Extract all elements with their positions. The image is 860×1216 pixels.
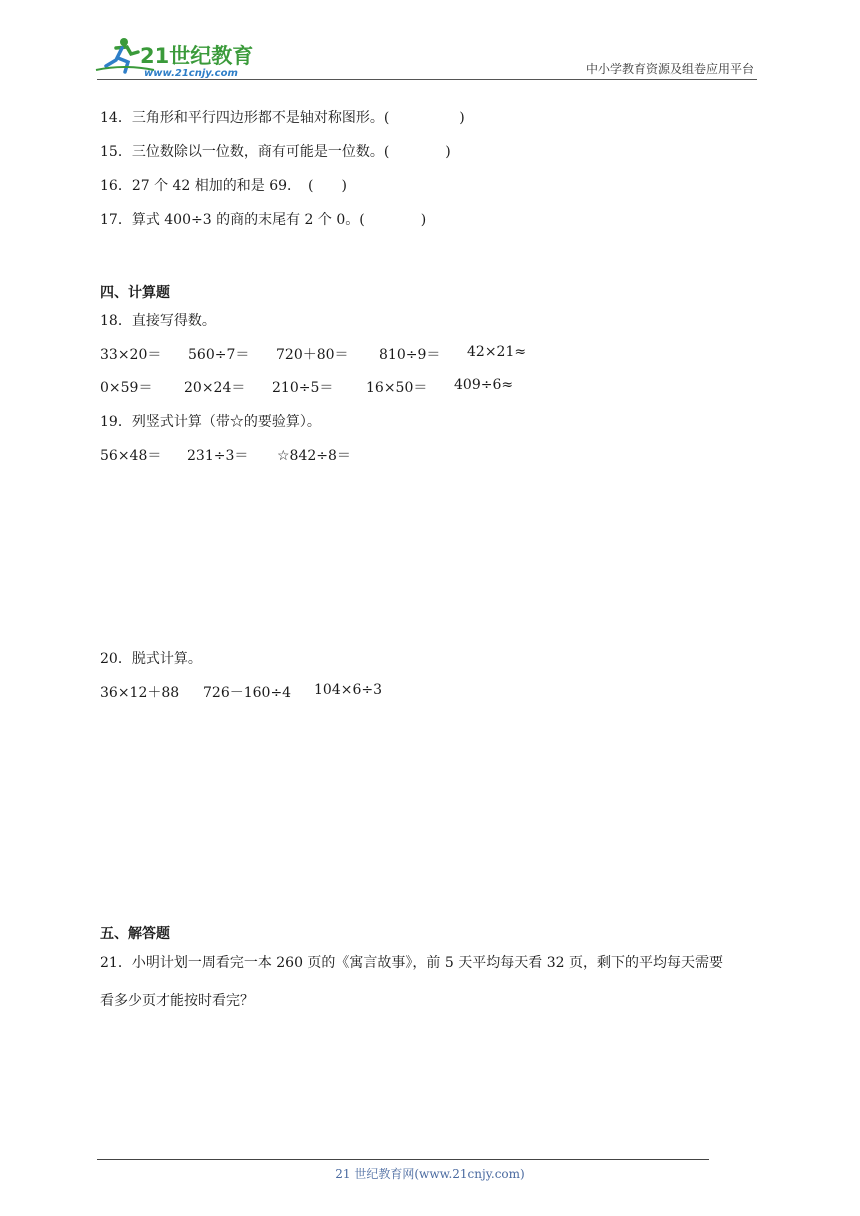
question-21-line-1: 21．小明计划一周看完一本 260 页的《寓言故事》，前 5 天平均每天看 32 页，剩下的平均每天需要 [100,955,723,971]
expr: 726－160÷4 [203,685,292,701]
question-20-prompt: 20．脱式计算。 [100,651,202,667]
expr: 42×21≈ [467,344,527,360]
question-18-row-2 [100,377,513,397]
expr: 56×48＝ [100,448,162,464]
expr: 104×6÷3 [314,682,382,698]
runner-logo-icon [94,36,259,78]
expr: 210÷5＝ [272,380,334,396]
question-20-items [100,682,382,702]
expr: 36×12＋88 [100,685,180,701]
expr: 16×50＝ [366,380,428,396]
expr: 409÷6≈ [454,377,514,393]
footer-divider [97,1159,709,1160]
question-19-items [100,445,351,465]
question-15: 15．三位数除以一位数，商有可能是一位数。( ) [100,144,451,160]
section-4-title: 四、计算题 [100,285,170,301]
header-platform-name: 中小学教育资源及组卷应用平台 [585,62,754,76]
expr: 720＋80＝ [276,347,349,363]
logo-url: www.21cnjy.com [144,68,238,78]
section-5-title: 五、解答题 [100,926,170,942]
expr: 231÷3＝ [187,448,249,464]
question-16: 16．27 个 42 相加的和是 69． ( ) [100,178,347,194]
question-18-row-1 [100,344,526,364]
question-18-prompt: 18．直接写得数。 [100,313,216,329]
expr: 0×59＝ [100,380,153,396]
question-21-line-2: 看多少页才能按时看完？ [100,993,254,1009]
expr: 33×20＝ [100,347,162,363]
expr: 560÷7＝ [188,347,250,363]
header-divider [97,79,757,80]
expr: 20×24＝ [184,380,246,396]
site-logo [94,36,259,78]
logo-text: 21世纪教育 [140,44,254,68]
question-17: 17．算式 400÷3 的商的末尾有 2 个 0。( ) [100,212,427,228]
footer-site: 21 世纪教育网(www.21cnjy.com) [335,1167,525,1181]
expr: 810÷9＝ [379,347,441,363]
question-19-prompt: 19．列竖式计算（带☆的要验算）。 [100,414,321,430]
expr: ☆842÷8＝ [277,448,351,464]
question-14: 14．三角形和平行四边形都不是轴对称图形。( ) [100,110,465,126]
